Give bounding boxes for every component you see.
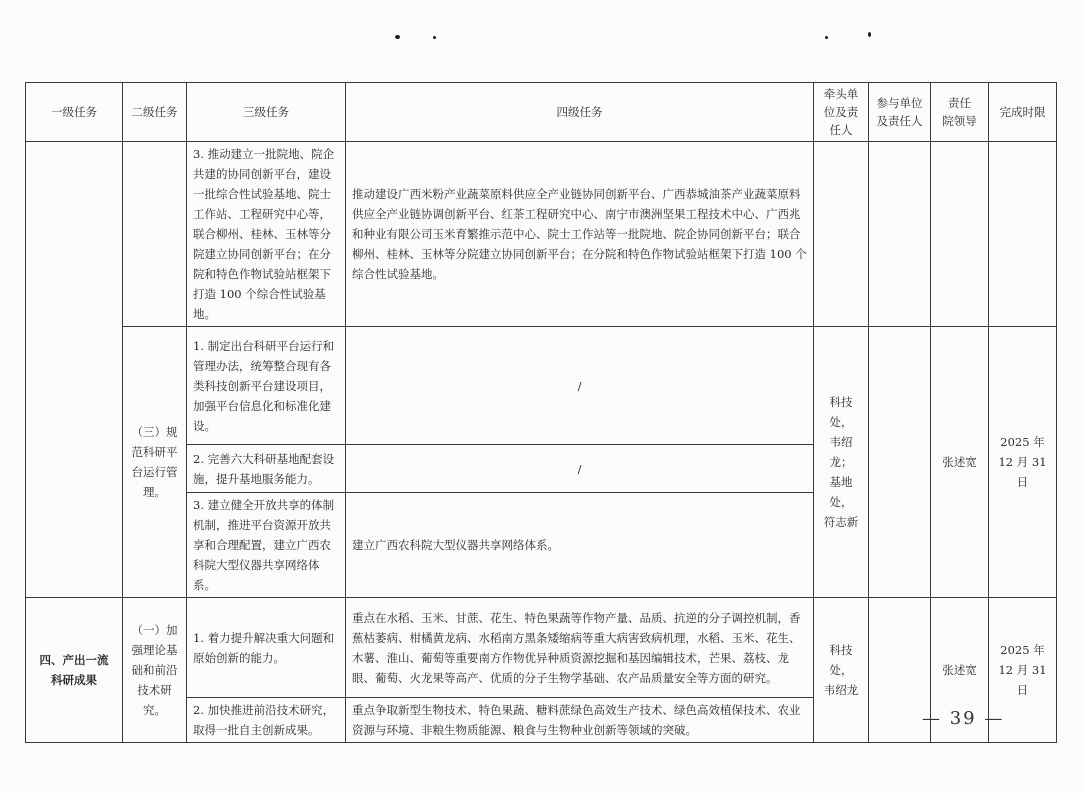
level3-cell: 1. 制定出台科研平台运行和管理办法，统筹整合现有各类科技创新平台建设项目，加强平台信息化和标准化建设。 xyxy=(187,327,346,445)
table-row xyxy=(26,327,1057,445)
header-responsible-leader: 责任 院领导 xyxy=(931,83,989,142)
lead-cell-empty xyxy=(814,142,869,327)
level3-cell: 3. 推动建立一批院地、院企共建的协同创新平台，建设一批综合性试验基地、院士工作站、工程研究中心等，联合柳州、桂林、玉林等分院建立协同创新平台；在分院和特色作物试验站框架下打造 100 个综合性试验基地。 xyxy=(187,142,346,327)
lead-unit-cell: 科技处， 韦绍龙 xyxy=(814,598,869,743)
header-level1: 一级任务 xyxy=(26,83,123,142)
level4-cell: 重点在水稻、玉米、甘蔗、花生、特色果蔬等作物产量、品质、抗逆的分子调控机制，香蕉枯萎病、柑橘黄龙病、水稻南方黑条矮缩病等重大病害致病机理，水稻、玉米、花生、木薯、淮山、葡萄等重要南方作物优异种质资源挖掘和基因编辑技术，芒果、荔枝、龙眼、葡萄、火龙果等高产、优质的分子生物学基础、农产品质量安全等方面的研究。 xyxy=(346,598,814,698)
header-row xyxy=(26,83,1057,142)
level4-cell: 建立广西农科院大型仪器共享网络体系。 xyxy=(346,493,814,598)
level4-cell: / xyxy=(346,327,814,445)
deadline-cell: 2025 年 12 月 31 日 xyxy=(989,327,1057,598)
level3-cell: 3. 建立健全开放共享的体制机制，推进平台资源开放共享和合理配置，建立广西农科院大型仪器共享网络体系。 xyxy=(187,493,346,598)
lead-unit-cell: 科技处， 韦绍龙； 基地处， 符志新 xyxy=(814,327,869,598)
level4-cell: 推动建设广西米粉产业蔬菜原料供应全产业链协同创新平台、广西恭城油茶产业蔬菜原料供应全产业链协调创新平台、红茶工程研究中心、南宁市澳洲坚果工程技术中心、广西兆和种业有限公司玉米育繁推示范中心、院士工作站等一批院地、院企协同创新平台；联合柳州、桂林、玉林等分院建立协同创新平台；在分院和特色作物试验站框架下打造 100 个综合性试验基地。 xyxy=(346,142,814,327)
responsible-leader-cell: 张述宽 xyxy=(931,598,989,743)
level2-cell: （一）加 强理论基 础和前沿 技术研 究。 xyxy=(123,598,187,743)
deadline-cell: 2025 年 12 月 31 日 xyxy=(989,598,1057,743)
header-lead-unit: 牵头单 位及责 任人 xyxy=(814,83,869,142)
level2-cell: （三）规 范科研平 台运行管 理。 xyxy=(123,327,187,598)
header-participating-unit: 参与单位 及责任人 xyxy=(869,83,931,142)
task-table xyxy=(25,82,1057,743)
header-level2: 二级任务 xyxy=(123,83,187,142)
level2-cell-empty xyxy=(123,142,187,327)
header-level3: 三级任务 xyxy=(187,83,346,142)
level3-cell: 2. 完善六大科研基地配套设施，提升基地服务能力。 xyxy=(187,445,346,493)
header-deadline: 完成时限 xyxy=(989,83,1057,142)
participating-cell-empty xyxy=(869,142,931,327)
participating-cell-empty xyxy=(869,327,931,598)
table-row xyxy=(26,142,1057,327)
leader-cell-empty xyxy=(931,142,989,327)
level4-cell: / xyxy=(346,445,814,493)
responsible-leader-cell: 张述宽 xyxy=(931,327,989,598)
level3-cell: 1. 着力提升解决重大问题和原始创新的能力。 xyxy=(187,598,346,698)
level3-cell: 2. 加快推进前沿技术研究，取得一批自主创新成果。 xyxy=(187,698,346,743)
deadline-cell-empty xyxy=(989,142,1057,327)
level1-cell-empty xyxy=(26,142,123,598)
level4-cell: 重点争取新型生物技术、特色果蔬、糖料蔗绿色高效生产技术、绿色高效植保技术、农业资源与环境、非粮生物质能源、粮食与生物种业创新等领域的突破。 xyxy=(346,698,814,743)
page-number: — 39 — xyxy=(922,708,1005,729)
header-level4: 四级任务 xyxy=(346,83,814,142)
level1-cell: 四、产出一流 科研成果 xyxy=(26,598,123,743)
table-row xyxy=(26,598,1057,698)
